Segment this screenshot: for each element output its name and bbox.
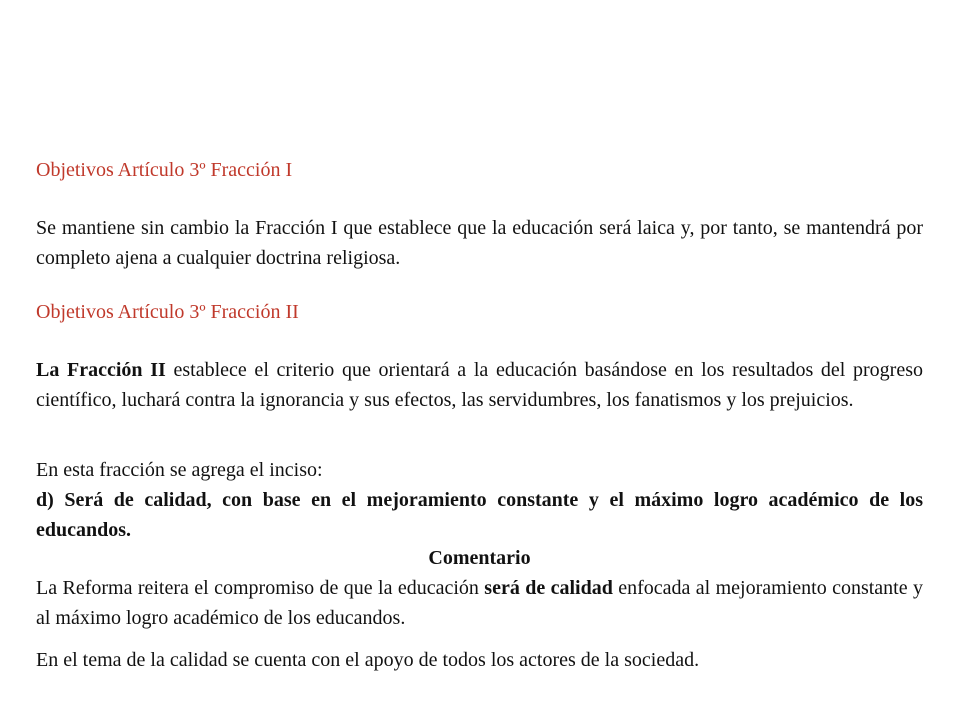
heading-fraccion-i: Objetivos Artículo 3º Fracción I: [36, 159, 293, 181]
comment-post: enfocada al mejoramiento constante y al máximo logro académico de los educandos.: [36, 577, 924, 629]
fraccion-ii-text: establece el criterio que orientará a la educación basándose en los resultados del progreso científico, luchará contra la ignorancia y sus efectos, las servidumbres, los fanatismos y los prejuicios.: [36, 359, 923, 411]
comment-pre: La Reforma reitera el compromiso de que la educación: [36, 577, 485, 599]
closing-paragraph: En el tema de la calidad se cuenta con el apoyo de todos los actores de la sociedad.: [36, 649, 700, 671]
comment-paragraph: [36, 573, 923, 633]
comment-title: Comentario: [428, 547, 531, 569]
heading-fraccion-ii: Objetivos Artículo 3º Fracción II: [36, 301, 299, 323]
inciso-intro: En esta fracción se agrega el inciso:: [36, 459, 323, 481]
paragraph-fraccion-ii: [36, 355, 923, 415]
inciso-d: d) Será de calidad, con base en el mejoramiento constante y el máximo logro académico de los educandos.: [36, 489, 923, 541]
comment-bold: será de calidad: [484, 577, 613, 599]
fraccion-ii-bold-lead: La Fracción II: [36, 359, 166, 381]
paragraph-fraccion-i: Se mantiene sin cambio la Fracción I que establece que la educación será laica y, por tanto, se mantendrá por completo ajena a cualquier doctrina religiosa.: [36, 217, 923, 269]
